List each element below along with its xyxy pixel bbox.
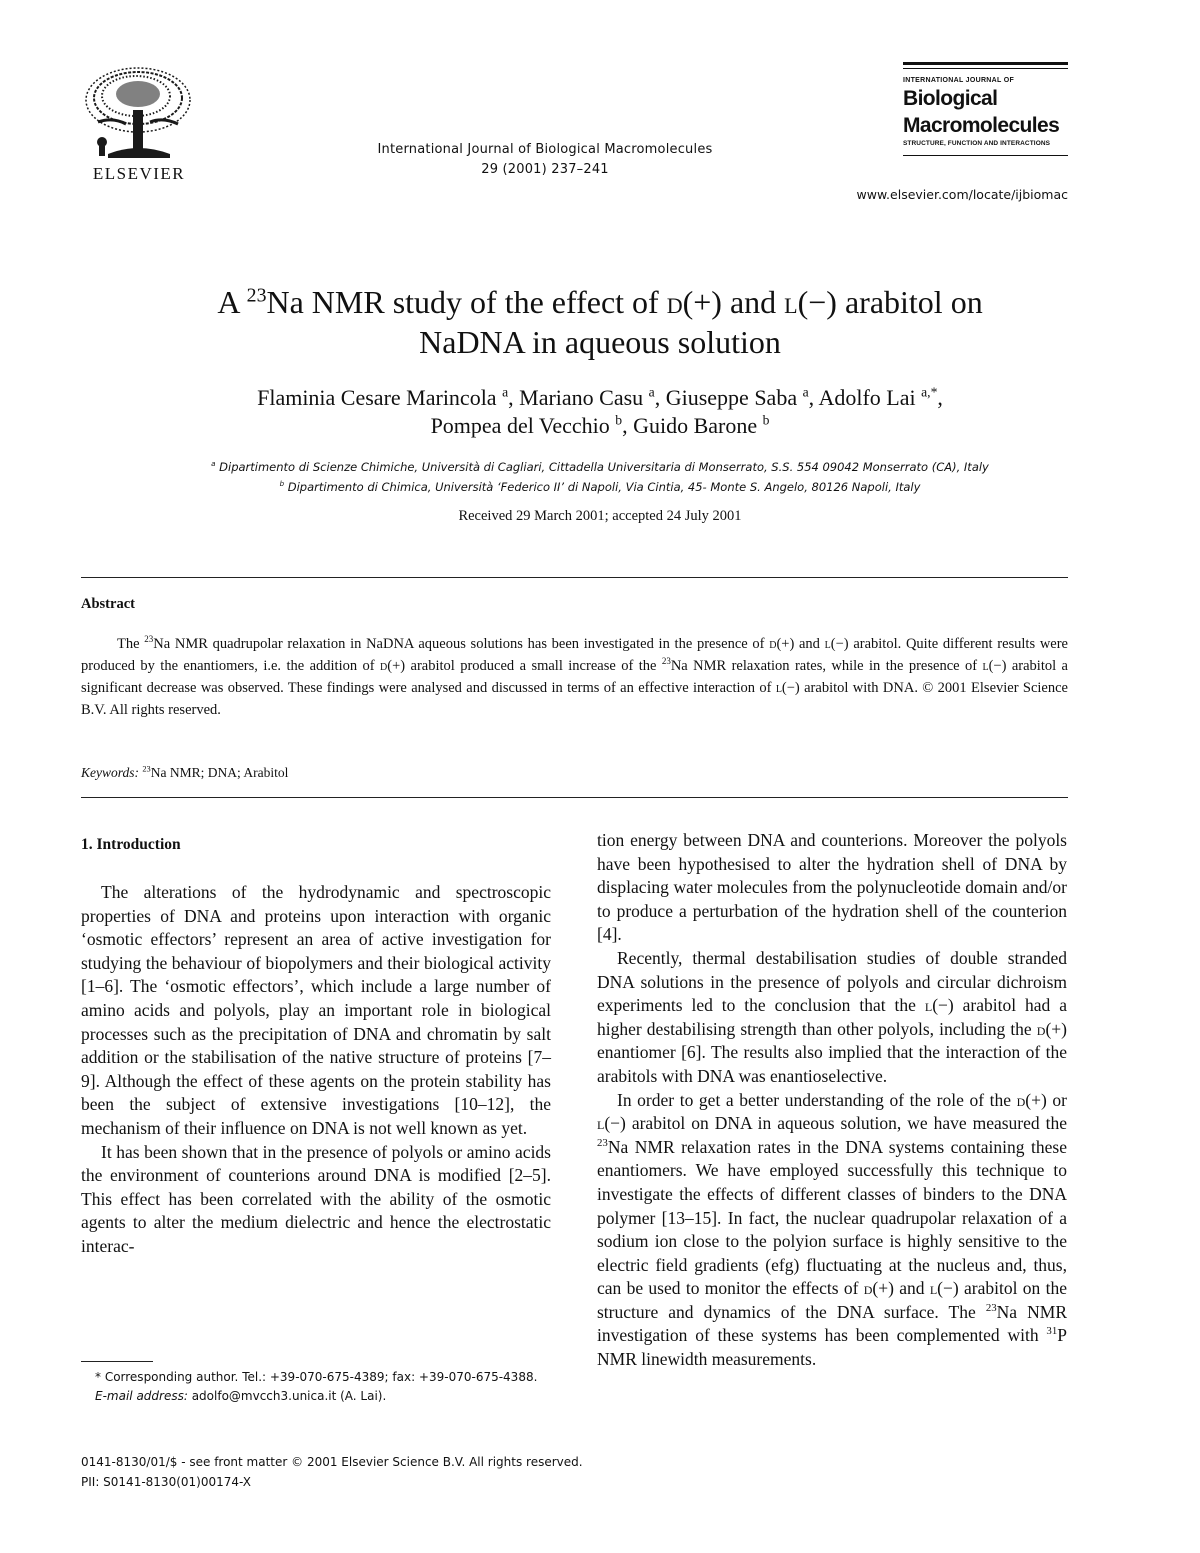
- affiliation-a: $^a$ Dipartimento di Scienze Chimiche, Università di Cagliari, Cittadella Universitaria di Monserrato, S.S. 554 09042 Monserrato (CA), Italy: [211, 459, 989, 474]
- author-list: Flaminia Cesare Marincola $^a$, Mariano Casu $^a$, Giuseppe Saba $^a$, Adolfo Lai $^{a,*}$, Pompea del Vecchio $^b$, Guido Barone $^b$: [257, 384, 943, 438]
- journal-name: International Journal of Biological Macromolecules: [377, 142, 713, 157]
- right-column: [597, 829, 1067, 1372]
- brand-name-line1: Biological: [903, 87, 998, 110]
- author-name: Giuseppe Saba: [665, 385, 798, 410]
- journal-citation: [330, 140, 760, 180]
- affiliation-b: $^b$ Dipartimento di Chimica, Università ‘Federico II’ di Napoli, Via Cintia, 45- Monte S. Angelo, 80126 Napoli, Italy: [279, 479, 921, 494]
- received-dates: Received 29 March 2001; accepted 24 July 2001: [458, 508, 742, 524]
- author-name: Pompea del Vecchio: [430, 413, 610, 438]
- author-name: Adolfo Lai: [818, 385, 916, 410]
- article-title: A $^{23}$Na NMR study of the effect of d(+) and l(−) arabitol on NaDNA in aqueous solution: [217, 284, 983, 360]
- publisher-wordmark: ELSEVIER: [92, 164, 186, 182]
- brand-name-line2: Macromolecules: [903, 114, 1060, 137]
- brand-subtitle: STRUCTURE, FUNCTION AND INTERACTIONS: [903, 140, 1051, 147]
- issn-line: 0141-8130/01/$ - see front matter © 2001 Elsevier Science B.V. All rights reserved.: [81, 1455, 583, 1469]
- divider: [81, 797, 1068, 798]
- abstract-text: The $^{23}$Na NMR quadrupolar relaxation in NaDNA aqueous solutions has been investigated in the presence of d(+) and l(−) arabitol. Quite different results were produced by the enantiomers, i.e. the addition of d(+) arabitol produced a small increase of the $^{23}$Na NMR relaxation rates, while in the presence of l(−) arabitol a significant decrease was observed. These findings were analysed and discussed in terms of an effective interaction of l(−) arabitol with DNA. © 2001 Elsevier Science B.V. All rights reserved.: [81, 634, 1068, 718]
- paragraph: In order to get a better understanding of the role of the d(+) or l(−) arabitol on DNA in aqueous solution, we have measured the $^{23}$Na NMR relaxation rates in the DNA systems containing these enantiomers. We have employed successfully this technique to investigate the effects of different classes of binders to the DNA polymer [13–15]. In fact, the nuclear quadrupolar relaxation of a sodium ion close to the polyion surface is highly sensitive to the electric field gradients (efg) fluctuating at the nucleus and, thus, can be used to monitor the effects of d(+) and l(−) arabitol on the structure and dynamics of the DNA surface. The $^{23}$Na NMR investigation of these systems has been complemented with $^{31}$P NMR linewidth measurements.: [597, 1089, 1068, 1370]
- footnote-rule: [81, 1361, 153, 1362]
- brand-rule: [903, 68, 1068, 69]
- email-link[interactable]: adolfo@mvcch3.unica.it (A. Lai).: [187, 1389, 387, 1403]
- elsevier-tree-icon: [78, 62, 200, 182]
- paragraph: tion energy between DNA and counterions. Moreover the polyols have been hypothesised to alter the hydration shell of DNA by displacing water molecules from the polynucleotide domain and/or to produce a perturbation of the hydration shell of the counterion [4].: [597, 830, 1067, 945]
- journal-brand: [903, 62, 1068, 156]
- section-heading: 1. Introduction: [81, 836, 181, 853]
- paragraph: Recently, thermal destabilisation studies of double stranded DNA solutions in the presence of polyols and circular dichroism experiments led to the conclusion that the l(−) arabitol had a higher destabilising strength than other polyols, including the d(+) enantiomer [6]. The results also implied that the interaction of the arabitols with DNA was enantioselective.: [597, 947, 1068, 1086]
- elsevier-logo: [78, 62, 200, 182]
- author-name: Mariano Casu: [519, 385, 644, 410]
- keywords: Keywords: $^{23}$Na NMR; DNA; Arabitol: [81, 764, 289, 780]
- journal-url[interactable]: www.elsevier.com/locate/ijbiomac: [856, 187, 1068, 202]
- journal-volume: 29 (2001) 237–241: [481, 162, 609, 177]
- left-column: [81, 881, 551, 1259]
- abstract-heading: Abstract: [81, 596, 135, 612]
- paragraph: The alterations of the hydrodynamic and spectroscopic properties of DNA and proteins upon interaction with organic ‘osmotic effectors’ represent an area of active investigation for studying the behaviour of biopolymers and their biological activity [1–6]. The ‘osmotic effectors’, which include a large number of amino acids and polyols, play an important role in biological processes such as the precipitation of DNA and chromatin by salt addition or the stabilisation of the native structure of proteins [7–9]. Although the effect of these agents on the protein stability has been the subject of extensive investigations [10–12], the mechanism of their influence on DNA is not well known as yet.: [81, 882, 551, 1138]
- paragraph: It has been shown that in the presence of polyols or amino acids the environment of counterions around DNA is modified [2–5]. This effect has been correlated with the ability of the osmotic agents to alter the medium dielectric and hence the electrostatic interac-: [81, 1141, 551, 1256]
- corresponding-author-note: * Corresponding author. Tel.: +39-070-675-4389; fax: +39-070-675-4388.: [95, 1370, 538, 1384]
- brand-rule: [903, 155, 1068, 156]
- brand-rule: [903, 62, 1068, 65]
- author-name: Guido Barone: [633, 413, 758, 438]
- email-note: E-mail address: adolfo@mvcch3.unica.it (A. Lai).: [95, 1389, 387, 1403]
- footnote: [81, 1368, 551, 1406]
- affiliations: [60, 457, 1140, 497]
- author-name: Flaminia Cesare Marincola: [257, 385, 497, 410]
- copyright-notes: [81, 1452, 583, 1492]
- divider: [81, 577, 1068, 578]
- pii-line: PII: S0141-8130(01)00174-X: [81, 1475, 251, 1489]
- brand-intl: INTERNATIONAL JOURNAL OF: [903, 77, 1015, 84]
